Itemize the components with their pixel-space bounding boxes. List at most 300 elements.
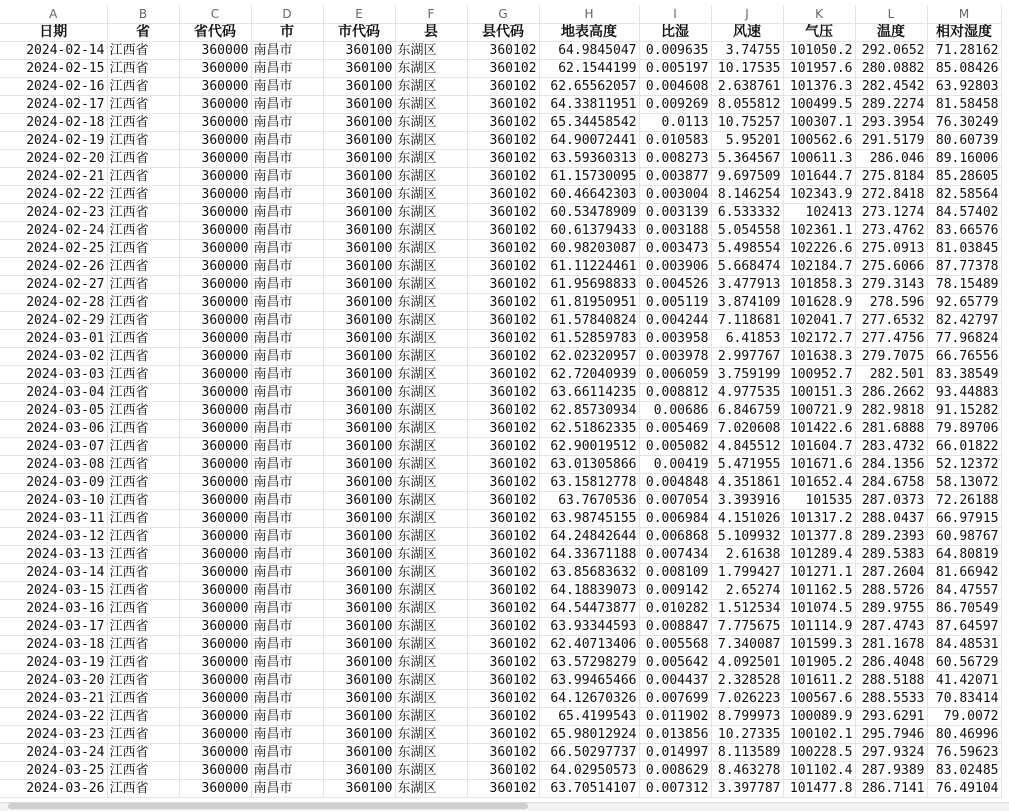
cell[interactable]: 360000 <box>179 744 251 762</box>
cell[interactable]: 62.40713406 <box>539 636 639 654</box>
cell[interactable]: 0.003958 <box>639 330 711 348</box>
cell[interactable]: 100151.3 <box>783 384 855 402</box>
cell[interactable]: 江西省 <box>107 258 179 276</box>
cell[interactable]: 63.85683632 <box>539 564 639 582</box>
cell[interactable]: 7.020608 <box>711 420 783 438</box>
cell[interactable]: 东湖区 <box>395 492 467 510</box>
cell[interactable]: 102184.7 <box>783 258 855 276</box>
cell[interactable]: 63.15812778 <box>539 474 639 492</box>
cell[interactable]: 360102 <box>467 402 539 420</box>
cell[interactable]: 360100 <box>323 204 395 222</box>
cell[interactable]: 101477.8 <box>783 780 855 798</box>
cell[interactable]: 5.109932 <box>711 528 783 546</box>
cell[interactable]: 60.56729 <box>927 654 1001 672</box>
cell[interactable]: 288.0437 <box>855 510 927 528</box>
cell[interactable]: 360100 <box>323 348 395 366</box>
cell[interactable]: 南昌市 <box>251 546 323 564</box>
cell[interactable]: 南昌市 <box>251 744 323 762</box>
cell[interactable]: 0.006059 <box>639 366 711 384</box>
cell[interactable]: 东湖区 <box>395 474 467 492</box>
cell[interactable]: 64.33811951 <box>539 96 639 114</box>
cell[interactable]: 东湖区 <box>395 780 467 798</box>
cell[interactable]: 2024-03-16 <box>0 600 107 618</box>
cell[interactable]: 360000 <box>179 330 251 348</box>
header-cell[interactable]: 风速 <box>711 24 783 42</box>
column-letter-A[interactable]: A <box>0 5 107 24</box>
cell[interactable]: 360102 <box>467 510 539 528</box>
cell[interactable]: 江西省 <box>107 636 179 654</box>
cell[interactable]: 3.393916 <box>711 492 783 510</box>
cell[interactable]: 102413 <box>783 204 855 222</box>
cell[interactable]: 南昌市 <box>251 204 323 222</box>
cell[interactable]: 101628.9 <box>783 294 855 312</box>
cell[interactable]: 282.9818 <box>855 402 927 420</box>
cell[interactable]: 2.328528 <box>711 672 783 690</box>
cell[interactable]: 南昌市 <box>251 492 323 510</box>
cell[interactable]: 102361.1 <box>783 222 855 240</box>
cell[interactable]: 101074.5 <box>783 600 855 618</box>
cell[interactable]: 2024-03-04 <box>0 384 107 402</box>
cell[interactable]: 0.005197 <box>639 60 711 78</box>
scrollbar-thumb[interactable] <box>8 803 528 809</box>
cell[interactable]: 273.4762 <box>855 222 927 240</box>
cell[interactable]: 281.1678 <box>855 636 927 654</box>
cell[interactable]: 360102 <box>467 186 539 204</box>
cell[interactable]: 360100 <box>323 366 395 384</box>
cell[interactable]: 66.50297737 <box>539 744 639 762</box>
cell[interactable]: 江西省 <box>107 114 179 132</box>
cell[interactable]: 360102 <box>467 690 539 708</box>
cell[interactable]: 360102 <box>467 60 539 78</box>
cell[interactable]: 东湖区 <box>395 60 467 78</box>
cell[interactable]: 287.0373 <box>855 492 927 510</box>
cell[interactable]: 2024-03-11 <box>0 510 107 528</box>
cell[interactable]: 101638.3 <box>783 348 855 366</box>
cell[interactable]: 0.003004 <box>639 186 711 204</box>
cell[interactable]: 江西省 <box>107 654 179 672</box>
cell[interactable]: 2024-03-08 <box>0 456 107 474</box>
cell[interactable]: 2024-03-17 <box>0 618 107 636</box>
cell[interactable]: 3.874109 <box>711 294 783 312</box>
cell[interactable]: 360102 <box>467 348 539 366</box>
cell[interactable]: 275.6066 <box>855 258 927 276</box>
cell[interactable]: 360000 <box>179 420 251 438</box>
cell[interactable]: 58.13072 <box>927 474 1001 492</box>
cell[interactable]: 360100 <box>323 456 395 474</box>
cell[interactable]: 61.81950951 <box>539 294 639 312</box>
spreadsheet-grid[interactable] <box>0 5 1002 798</box>
cell[interactable]: 南昌市 <box>251 168 323 186</box>
cell[interactable]: 南昌市 <box>251 402 323 420</box>
cell[interactable]: 360102 <box>467 384 539 402</box>
cell[interactable]: 2.61638 <box>711 546 783 564</box>
cell[interactable]: 66.01822 <box>927 438 1001 456</box>
cell[interactable]: 360000 <box>179 510 251 528</box>
cell[interactable]: 10.27335 <box>711 726 783 744</box>
cell[interactable]: 江西省 <box>107 618 179 636</box>
cell[interactable]: 3.74755 <box>711 42 783 60</box>
cell[interactable]: 288.5726 <box>855 582 927 600</box>
cell[interactable]: 2024-03-25 <box>0 762 107 780</box>
cell[interactable]: 7.026223 <box>711 690 783 708</box>
cell[interactable]: 60.61379433 <box>539 222 639 240</box>
cell[interactable]: 2024-03-19 <box>0 654 107 672</box>
cell[interactable]: 360102 <box>467 96 539 114</box>
cell[interactable]: 64.9845047 <box>539 42 639 60</box>
cell[interactable]: 65.4199543 <box>539 708 639 726</box>
cell[interactable]: 360100 <box>323 96 395 114</box>
cell[interactable]: 360000 <box>179 618 251 636</box>
cell[interactable]: 2024-03-22 <box>0 708 107 726</box>
cell[interactable]: 南昌市 <box>251 600 323 618</box>
cell[interactable]: 南昌市 <box>251 150 323 168</box>
cell[interactable]: 360102 <box>467 312 539 330</box>
cell[interactable]: 0.008812 <box>639 384 711 402</box>
cell[interactable]: 江西省 <box>107 474 179 492</box>
cell[interactable]: 62.51862335 <box>539 420 639 438</box>
cell[interactable]: 东湖区 <box>395 690 467 708</box>
cell[interactable]: 0.003877 <box>639 168 711 186</box>
cell[interactable]: 8.463278 <box>711 762 783 780</box>
cell[interactable]: 64.90072441 <box>539 132 639 150</box>
cell[interactable]: 0.009635 <box>639 42 711 60</box>
cell[interactable]: 360102 <box>467 114 539 132</box>
cell[interactable]: 360102 <box>467 150 539 168</box>
cell[interactable]: 江西省 <box>107 546 179 564</box>
cell[interactable]: 江西省 <box>107 528 179 546</box>
cell[interactable]: 江西省 <box>107 78 179 96</box>
cell[interactable]: 360100 <box>323 780 395 798</box>
cell[interactable]: 0.003188 <box>639 222 711 240</box>
cell[interactable]: 江西省 <box>107 150 179 168</box>
cell[interactable]: 100567.6 <box>783 690 855 708</box>
cell[interactable]: 101376.3 <box>783 78 855 96</box>
cell[interactable]: 63.57298279 <box>539 654 639 672</box>
cell[interactable]: 72.26188 <box>927 492 1001 510</box>
cell[interactable]: 4.977535 <box>711 384 783 402</box>
cell[interactable]: 360000 <box>179 582 251 600</box>
cell[interactable]: 4.845512 <box>711 438 783 456</box>
cell[interactable]: 0.007054 <box>639 492 711 510</box>
cell[interactable]: 1.799427 <box>711 564 783 582</box>
cell[interactable]: 江西省 <box>107 420 179 438</box>
cell[interactable]: 360102 <box>467 762 539 780</box>
cell[interactable]: 63.98745155 <box>539 510 639 528</box>
cell[interactable]: 南昌市 <box>251 294 323 312</box>
cell[interactable]: 360102 <box>467 366 539 384</box>
cell[interactable]: 南昌市 <box>251 564 323 582</box>
cell[interactable]: 2024-03-05 <box>0 402 107 420</box>
cell[interactable]: 289.2274 <box>855 96 927 114</box>
cell[interactable]: 2024-02-24 <box>0 222 107 240</box>
cell[interactable]: 293.6291 <box>855 708 927 726</box>
cell[interactable]: 东湖区 <box>395 348 467 366</box>
cell[interactable]: 360000 <box>179 240 251 258</box>
cell[interactable]: 东湖区 <box>395 114 467 132</box>
cell[interactable]: 360102 <box>467 420 539 438</box>
cell[interactable]: 360100 <box>323 474 395 492</box>
cell[interactable]: 360100 <box>323 240 395 258</box>
cell[interactable]: 360000 <box>179 222 251 240</box>
cell[interactable]: 288.5533 <box>855 690 927 708</box>
cell[interactable]: 2024-02-20 <box>0 150 107 168</box>
cell[interactable]: 2024-03-15 <box>0 582 107 600</box>
cell[interactable]: 2.997767 <box>711 348 783 366</box>
cell[interactable]: 3.397787 <box>711 780 783 798</box>
cell[interactable]: 61.11224461 <box>539 258 639 276</box>
cell[interactable]: 360100 <box>323 690 395 708</box>
cell[interactable]: 江西省 <box>107 762 179 780</box>
cell[interactable]: 360100 <box>323 258 395 276</box>
cell[interactable]: 360100 <box>323 222 395 240</box>
cell[interactable]: 东湖区 <box>395 636 467 654</box>
cell[interactable]: 277.4756 <box>855 330 927 348</box>
cell[interactable]: 东湖区 <box>395 402 467 420</box>
cell[interactable]: 2024-03-12 <box>0 528 107 546</box>
column-letter-J[interactable]: J <box>711 5 783 24</box>
cell[interactable]: 南昌市 <box>251 474 323 492</box>
cell[interactable]: 61.15730095 <box>539 168 639 186</box>
cell[interactable]: 360102 <box>467 204 539 222</box>
cell[interactable]: 100102.1 <box>783 726 855 744</box>
cell[interactable]: 东湖区 <box>395 708 467 726</box>
cell[interactable]: 275.0913 <box>855 240 927 258</box>
cell[interactable]: 东湖区 <box>395 618 467 636</box>
cell[interactable]: 东湖区 <box>395 258 467 276</box>
cell[interactable]: 0.00419 <box>639 456 711 474</box>
cell[interactable]: 91.15282 <box>927 402 1001 420</box>
cell[interactable]: 286.4048 <box>855 654 927 672</box>
cell[interactable]: 2024-03-21 <box>0 690 107 708</box>
cell[interactable]: 0.004848 <box>639 474 711 492</box>
cell[interactable]: 360000 <box>179 600 251 618</box>
cell[interactable]: 0.004244 <box>639 312 711 330</box>
cell[interactable]: 南昌市 <box>251 780 323 798</box>
cell[interactable]: 66.76556 <box>927 348 1001 366</box>
cell[interactable]: 江西省 <box>107 384 179 402</box>
column-letter-F[interactable]: F <box>395 5 467 24</box>
cell[interactable]: 62.72040939 <box>539 366 639 384</box>
cell[interactable]: 南昌市 <box>251 114 323 132</box>
cell[interactable]: 84.47557 <box>927 582 1001 600</box>
cell[interactable]: 360100 <box>323 384 395 402</box>
cell[interactable]: 南昌市 <box>251 348 323 366</box>
cell[interactable]: 70.83414 <box>927 690 1001 708</box>
cell[interactable]: 东湖区 <box>395 528 467 546</box>
cell[interactable]: 277.6532 <box>855 312 927 330</box>
cell[interactable]: 360000 <box>179 474 251 492</box>
cell[interactable]: 60.98203087 <box>539 240 639 258</box>
cell[interactable]: 南昌市 <box>251 132 323 150</box>
cell[interactable]: 江西省 <box>107 456 179 474</box>
cell[interactable]: 62.90019512 <box>539 438 639 456</box>
cell[interactable]: 101377.8 <box>783 528 855 546</box>
cell[interactable]: 360102 <box>467 294 539 312</box>
cell[interactable]: 64.18839073 <box>539 582 639 600</box>
cell[interactable]: 东湖区 <box>395 96 467 114</box>
header-cell[interactable]: 市代码 <box>323 24 395 42</box>
cell[interactable]: 76.59623 <box>927 744 1001 762</box>
cell[interactable]: 南昌市 <box>251 762 323 780</box>
cell[interactable]: 南昌市 <box>251 240 323 258</box>
cell[interactable]: 0.005642 <box>639 654 711 672</box>
cell[interactable]: 360100 <box>323 636 395 654</box>
cell[interactable]: 东湖区 <box>395 744 467 762</box>
cell[interactable]: 41.42071 <box>927 672 1001 690</box>
column-letter-K[interactable]: K <box>783 5 855 24</box>
cell[interactable]: 0.003906 <box>639 258 711 276</box>
cell[interactable]: 江西省 <box>107 744 179 762</box>
column-letter-C[interactable]: C <box>179 5 251 24</box>
cell[interactable]: 2024-03-10 <box>0 492 107 510</box>
cell[interactable]: 360102 <box>467 780 539 798</box>
cell[interactable]: 2024-03-24 <box>0 744 107 762</box>
cell[interactable]: 7.340087 <box>711 636 783 654</box>
cell[interactable]: 360102 <box>467 708 539 726</box>
cell[interactable]: 南昌市 <box>251 456 323 474</box>
cell[interactable]: 76.49104 <box>927 780 1001 798</box>
cell[interactable]: 0.009142 <box>639 582 711 600</box>
cell[interactable]: 64.24842644 <box>539 528 639 546</box>
cell[interactable]: 0.003139 <box>639 204 711 222</box>
cell[interactable]: 5.95201 <box>711 132 783 150</box>
cell[interactable]: 100952.7 <box>783 366 855 384</box>
cell[interactable]: 63.01305866 <box>539 456 639 474</box>
cell[interactable]: 0.003473 <box>639 240 711 258</box>
cell[interactable]: 52.12372 <box>927 456 1001 474</box>
cell[interactable]: 61.52859783 <box>539 330 639 348</box>
cell[interactable]: 东湖区 <box>395 726 467 744</box>
cell[interactable]: 0.0113 <box>639 114 711 132</box>
cell[interactable]: 82.58564 <box>927 186 1001 204</box>
cell[interactable]: 江西省 <box>107 132 179 150</box>
cell[interactable]: 2024-03-02 <box>0 348 107 366</box>
cell[interactable]: 86.70549 <box>927 600 1001 618</box>
cell[interactable]: 2024-02-22 <box>0 186 107 204</box>
cell[interactable]: 360100 <box>323 654 395 672</box>
cell[interactable]: 101535 <box>783 492 855 510</box>
cell[interactable]: 360100 <box>323 186 395 204</box>
cell[interactable]: 2024-03-09 <box>0 474 107 492</box>
cell[interactable]: 60.53478909 <box>539 204 639 222</box>
cell[interactable]: 3.477913 <box>711 276 783 294</box>
cell[interactable]: 87.64597 <box>927 618 1001 636</box>
cell[interactable]: 360102 <box>467 654 539 672</box>
cell[interactable]: 360100 <box>323 618 395 636</box>
cell[interactable]: 1.512534 <box>711 600 783 618</box>
cell[interactable]: 东湖区 <box>395 132 467 150</box>
column-letter-I[interactable]: I <box>639 5 711 24</box>
cell[interactable]: 360000 <box>179 636 251 654</box>
cell[interactable]: 9.697509 <box>711 168 783 186</box>
cell[interactable]: 2024-02-14 <box>0 42 107 60</box>
cell[interactable]: 南昌市 <box>251 618 323 636</box>
cell[interactable]: 东湖区 <box>395 330 467 348</box>
cell[interactable]: 0.007699 <box>639 690 711 708</box>
cell[interactable]: 360100 <box>323 726 395 744</box>
cell[interactable]: 360100 <box>323 492 395 510</box>
cell[interactable]: 100721.9 <box>783 402 855 420</box>
cell[interactable]: 281.6888 <box>855 420 927 438</box>
cell[interactable]: 0.003978 <box>639 348 711 366</box>
cell[interactable]: 2024-02-29 <box>0 312 107 330</box>
cell[interactable]: 东湖区 <box>395 456 467 474</box>
cell[interactable]: 100499.5 <box>783 96 855 114</box>
cell[interactable]: 100089.9 <box>783 708 855 726</box>
cell[interactable]: 南昌市 <box>251 420 323 438</box>
cell[interactable]: 101599.3 <box>783 636 855 654</box>
cell[interactable]: 2024-03-18 <box>0 636 107 654</box>
cell[interactable]: 360102 <box>467 672 539 690</box>
cell[interactable]: 360100 <box>323 600 395 618</box>
cell[interactable]: 江西省 <box>107 402 179 420</box>
cell[interactable]: 2024-02-19 <box>0 132 107 150</box>
cell[interactable]: 64.12670326 <box>539 690 639 708</box>
cell[interactable]: 83.66576 <box>927 222 1001 240</box>
cell[interactable]: 2024-03-20 <box>0 672 107 690</box>
cell[interactable]: 南昌市 <box>251 330 323 348</box>
cell[interactable]: 360000 <box>179 204 251 222</box>
header-cell[interactable]: 县代码 <box>467 24 539 42</box>
cell[interactable]: 64.02950573 <box>539 762 639 780</box>
cell[interactable]: 0.00686 <box>639 402 711 420</box>
cell[interactable]: 92.65779 <box>927 294 1001 312</box>
cell[interactable]: 东湖区 <box>395 564 467 582</box>
cell[interactable]: 64.33671188 <box>539 546 639 564</box>
cell[interactable]: 79.89706 <box>927 420 1001 438</box>
cell[interactable]: 江西省 <box>107 600 179 618</box>
cell[interactable]: 102343.9 <box>783 186 855 204</box>
cell[interactable]: 360102 <box>467 726 539 744</box>
cell[interactable]: 101611.2 <box>783 672 855 690</box>
cell[interactable]: 360100 <box>323 510 395 528</box>
cell[interactable]: 江西省 <box>107 276 179 294</box>
cell[interactable]: 287.2604 <box>855 564 927 582</box>
cell[interactable]: 2024-02-28 <box>0 294 107 312</box>
cell[interactable]: 0.008629 <box>639 762 711 780</box>
cell[interactable]: 江西省 <box>107 672 179 690</box>
cell[interactable]: 360000 <box>179 546 251 564</box>
cell[interactable]: 360000 <box>179 276 251 294</box>
cell[interactable]: 2024-02-18 <box>0 114 107 132</box>
cell[interactable]: 360000 <box>179 132 251 150</box>
cell[interactable]: 287.4743 <box>855 618 927 636</box>
cell[interactable]: 0.009269 <box>639 96 711 114</box>
cell[interactable]: 东湖区 <box>395 276 467 294</box>
cell[interactable]: 南昌市 <box>251 42 323 60</box>
cell[interactable]: 360000 <box>179 150 251 168</box>
cell[interactable]: 360000 <box>179 438 251 456</box>
cell[interactable]: 360100 <box>323 330 395 348</box>
cell[interactable]: 282.4542 <box>855 78 927 96</box>
cell[interactable]: 286.2662 <box>855 384 927 402</box>
cell[interactable]: 东湖区 <box>395 546 467 564</box>
cell[interactable]: 南昌市 <box>251 582 323 600</box>
cell[interactable]: 360000 <box>179 672 251 690</box>
header-cell[interactable]: 相对湿度 <box>927 24 1001 42</box>
cell[interactable]: 63.7670536 <box>539 492 639 510</box>
cell[interactable]: 77.96824 <box>927 330 1001 348</box>
cell[interactable]: 82.42797 <box>927 312 1001 330</box>
cell[interactable]: 360102 <box>467 132 539 150</box>
cell[interactable]: 2024-03-23 <box>0 726 107 744</box>
cell[interactable]: 78.15489 <box>927 276 1001 294</box>
cell[interactable]: 101905.2 <box>783 654 855 672</box>
cell[interactable]: 293.3954 <box>855 114 927 132</box>
cell[interactable]: 81.58458 <box>927 96 1001 114</box>
cell[interactable]: 5.364567 <box>711 150 783 168</box>
cell[interactable]: 284.1356 <box>855 456 927 474</box>
